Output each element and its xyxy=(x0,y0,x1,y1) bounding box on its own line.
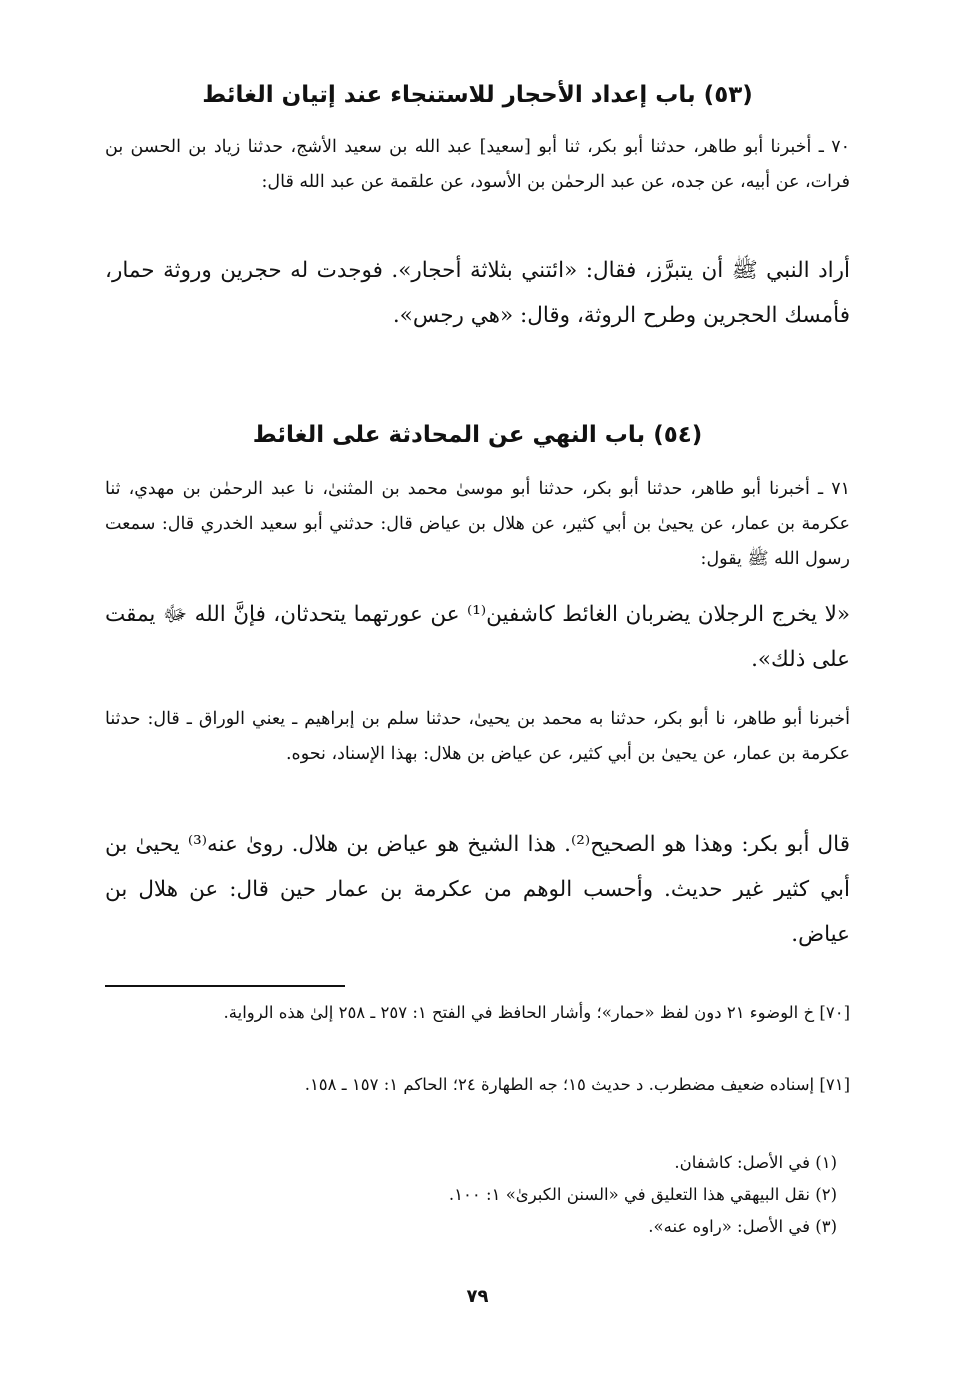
footnote-2: (٢) نقل البيهقي هذا التعليق في «السنن الكبرىٰ» ١: ١٠٠. xyxy=(448,1185,837,1204)
page-number: ٧٩ xyxy=(466,1286,489,1307)
hadith-70-chain: ٧٠ ـ أخبرنا أبو طاهر، حدثنا أبو بكر، ثنا أبو [سعيد] عبد الله بن سعيد الأشج، حدثنا زياد بن الحسن بن فرات، عن أبيه، عن جده، عن عبد الرحمٰن بن الأسود، عن علقمة عن عبد الله قال: xyxy=(105,137,850,192)
second-chain: أخبرنا أبو طاهر، نا أبو بكر، حدثنا به محمد بن يحيىٰ، حدثنا سلم بن إبراهيم ـ يعني الوراق ـ قال: حدثنا عكرمة بن عمار، عن يحيىٰ بن أبي كثير، عن عياض بن هلال: بهذا الإسناد، نحوه. xyxy=(105,709,850,764)
footnote-3: (٣) في الأصل: «راوه عنه». xyxy=(648,1217,837,1236)
hadith-70-text: أراد النبي ﷺ أن يتبرَّز، فقال: «ائتني بثلاثة أحجار». فوجدت له حجرين وروثة حمار، فأمسك الحجرين وطرح الروثة، وقال: «هي رجس». xyxy=(105,258,850,328)
chapter-heading-53: (٥٣) باب إعداد الأحجار للاستنجاء عند إتيان الغائط xyxy=(202,82,753,108)
chapter-heading-54: (٥٤) باب النهي عن المحادثة على الغائط xyxy=(252,422,703,448)
footnote-separator xyxy=(105,985,345,987)
hadith-71-text: «لا يخرج الرجلان يضربان الغائط كاشفين⁽¹⁾ عن عورتهما يتحدثان، فإنَّ الله ﷻ يمقت على ذلك». xyxy=(105,602,851,672)
author-comment: قال أبو بكر: وهذا هو الصحيح⁽²⁾. هذا الشيخ هو عياض بن هلال. روىٰ عنه⁽³⁾ يحيىٰ بن أبي كثير غير حديث. وأحسب الوهم من عكرمة بن عمار حين قال: عن هلال بن عياض. xyxy=(105,832,851,947)
footnote-70: [٧٠] خ الوضوء ٢١ دون لفظ «حمار»؛ وأشار الحافظ في الفتح ١: ٢٥٧ ـ ٢٥٨ إلىٰ هذه الرواية. xyxy=(223,1003,850,1022)
hadith-71-chain: ٧١ ـ أخبرنا أبو طاهر، حدثنا أبو بكر، حدثنا أبو موسىٰ محمد بن المثنىٰ، نا عبد الرحمٰن بن مهدي، ثنا عكرمة بن عمار، عن يحيىٰ بن أبي كثير، عن هلال بن عياض قال: حدثني أبو سعيد الخدري قال: سمعت رسول الله ﷺ يقول: xyxy=(105,479,850,569)
footnote-71: [٧١] إسناده ضعيف مضطرب. د حديث ١٥؛ جه الطهارة ٢٤؛ الحاكم ١: ١٥٧ ـ ١٥٨. xyxy=(304,1075,850,1094)
footnote-1: (١) في الأصل: كاشفان. xyxy=(674,1153,837,1172)
